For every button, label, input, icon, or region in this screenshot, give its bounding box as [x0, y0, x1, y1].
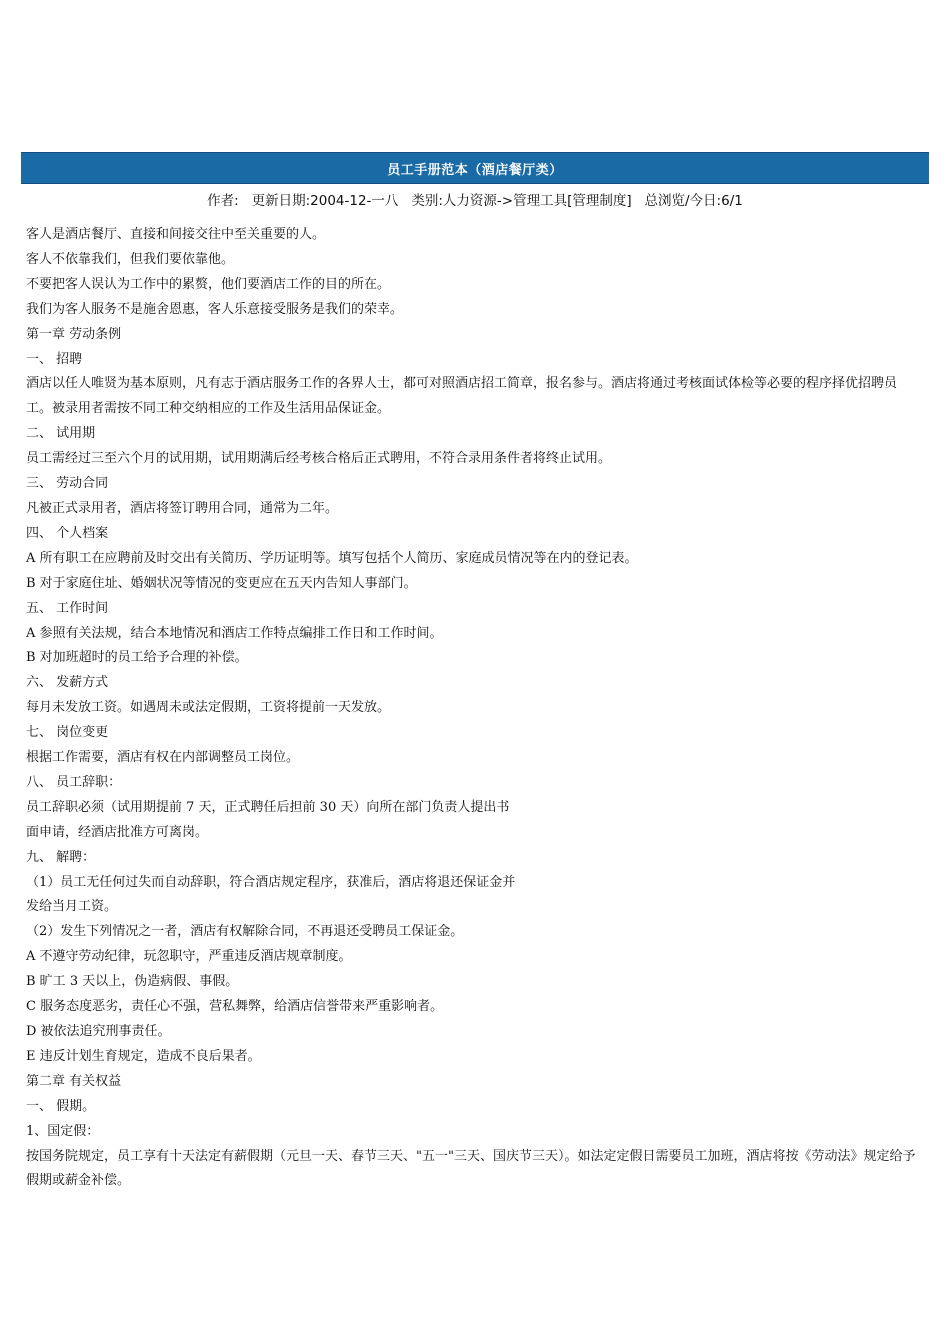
body-paragraph: （2）发生下列情况之一者，酒店有权解除合同，不再退还受聘员工保证金。 — [26, 924, 464, 940]
body-paragraph: B 对于家庭住址、婚姻状况等情况的变更应在五天内告知人事部门。 — [26, 575, 417, 591]
body-paragraph: 客人不依靠我们，但我们要依靠他。 — [26, 251, 235, 267]
body-paragraph: 七、 岗位变更 — [26, 725, 109, 741]
body-paragraph: A 不遵守劳动纪律，玩忽职守，严重违反酒店规章制度。 — [26, 949, 352, 965]
body-paragraph: 五、 工作时间 — [26, 600, 109, 616]
body-paragraph: 第二章 有关权益 — [26, 1073, 122, 1089]
update-date-label: 更新日期: — [251, 193, 311, 209]
body-paragraph: B 旷工 3 天以上，伪造病假、事假。 — [26, 974, 239, 990]
body-paragraph: 九、 解聘： — [26, 849, 96, 865]
body-paragraph: 第一章 劳动条例 — [26, 326, 122, 342]
views-value: 6/1 — [721, 193, 743, 209]
body-paragraph: D 被依法追究刑事责任。 — [26, 1024, 171, 1039]
body-paragraph: 我们为客人服务不是施舍恩惠，客人乐意接受服务是我们的荣幸。 — [26, 301, 404, 317]
category-value: 人力资源->管理工具[管理制度] — [442, 193, 632, 209]
body-paragraph: 八、 员工辞职： — [26, 774, 122, 790]
body-paragraph: E 违反计划生育规定，造成不良后果者。 — [26, 1048, 261, 1064]
body-paragraph: 1、国定假： — [26, 1123, 100, 1139]
body-paragraph: 客人是酒店餐厅、直接和间接交往中至关重要的人。 — [26, 227, 326, 242]
body-paragraph: 酒店以任人唯贤为基本原则，凡有志于酒店服务工作的各界人士，都可对照酒店招工简章，报名参与。酒店将通过考核面试体检等必要的程序择优招聘员工。被录用者需按不同工种交纳相应的工作及生活用品保证金。 — [26, 376, 898, 417]
body-paragraph: 不要把客人误认为工作中的累赘，他们要酒店工作的目的所在。 — [26, 276, 391, 292]
body-paragraph: 四、 个人档案 — [26, 525, 109, 541]
body-paragraph: 二、 试用期 — [26, 426, 96, 442]
body-paragraph: 凡被正式录用者，酒店将签订聘用合同，通常为二年。 — [26, 500, 339, 516]
body-paragraph: 员工需经过三至六个月的试用期，试用期满后经考核合格后正式聘用，不符合录用条件者将终止试用。 — [26, 451, 612, 467]
body-paragraph: 员工辞职必须（试用期提前 7 天，正式聘任后担前 30 天）向所在部门负责人提出书 — [26, 799, 510, 815]
document-title: 员工手册范本（酒店餐厅类） — [387, 162, 563, 178]
body-paragraph: 每月未发放工资。如遇周未或法定假期，工资将提前一天发放。 — [26, 700, 391, 716]
body-paragraph: 三、 劳动合同 — [26, 476, 109, 492]
body-paragraph: B 对加班超时的员工给予合理的补偿。 — [26, 650, 248, 666]
body-paragraph: C 服务态度恶劣，责任心不强，营私舞弊，给酒店信誉带来严重影响者。 — [26, 999, 444, 1015]
body-paragraph: 按国务院规定，员工享有十天法定有薪假期（元旦一天、春节三天、"五一"三天、国庆节三天）。如法定定假日需要员工加班，酒店将按《劳动法》规定给予假期或薪金补偿。 — [26, 1148, 916, 1189]
body-paragraph: 一、 假期。 — [26, 1098, 96, 1114]
body-paragraph: （1）员工无任何过失而自动辞职，符合酒店规定程序，获准后，酒店将退还保证金并 — [26, 874, 516, 890]
update-date-value: 2004-12-一八 — [310, 193, 399, 209]
body-paragraph: 六、 发薪方式 — [26, 675, 109, 691]
document-body — [26, 223, 921, 1194]
body-paragraph: 面申请，经酒店批准方可离岗。 — [26, 824, 209, 840]
body-paragraph: 发给当月工资。 — [26, 899, 118, 915]
views-label: 总浏览/今日: — [644, 193, 722, 209]
document-title-bar — [21, 152, 929, 184]
document-meta — [21, 190, 929, 212]
body-paragraph: 一、 招聘 — [26, 351, 83, 367]
category-label: 类别: — [411, 193, 443, 209]
body-paragraph: A 所有职工在应聘前及时交出有关简历、学历证明等。填写包括个人简历、家庭成员情况等在内的登记表。 — [26, 550, 638, 566]
author-label: 作者: — [207, 193, 239, 209]
body-paragraph: 根据工作需要，酒店有权在内部调整员工岗位。 — [26, 750, 300, 766]
body-paragraph: A 参照有关法规，结合本地情况和酒店工作特点编排工作日和工作时间。 — [26, 625, 443, 641]
